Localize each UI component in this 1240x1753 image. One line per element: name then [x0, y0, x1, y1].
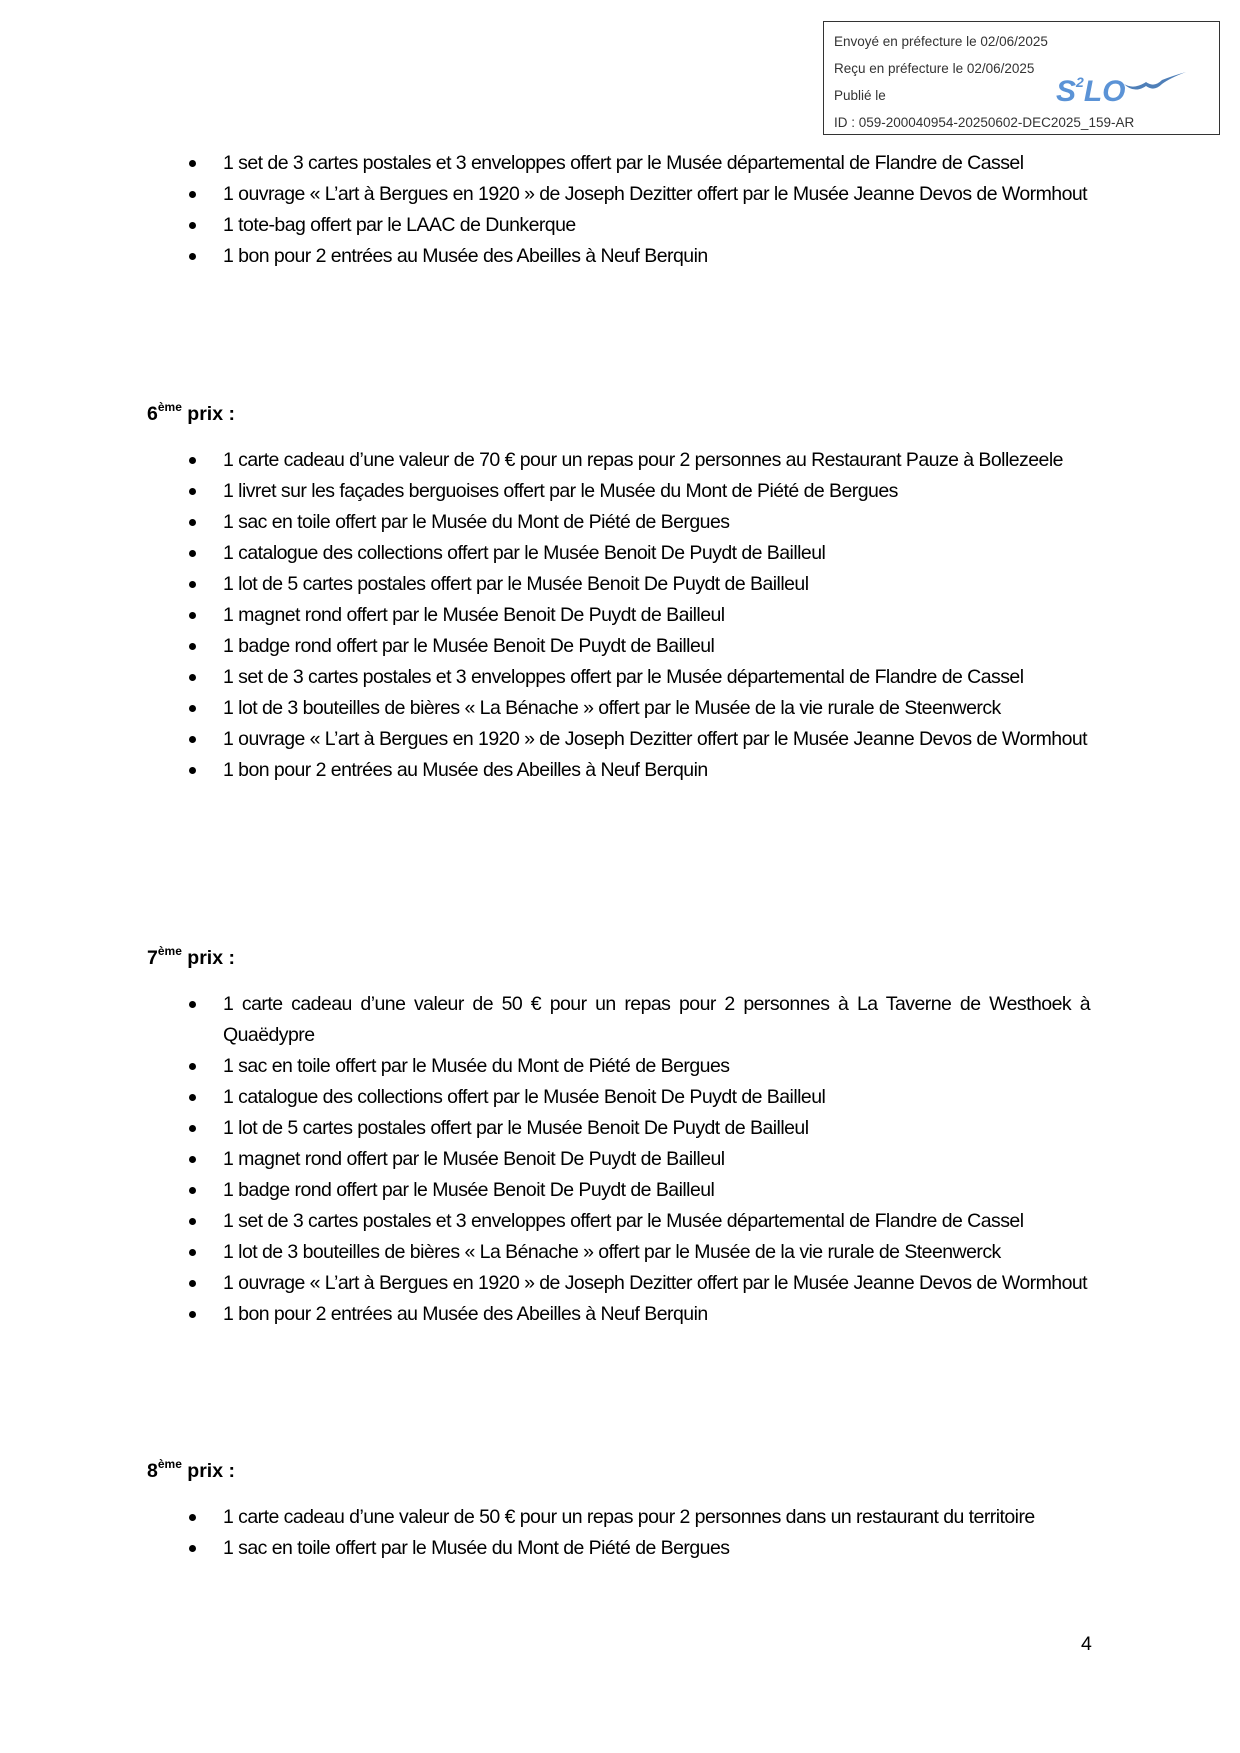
- list-item: 1 ouvrage « L’art à Bergues en 1920 » de Joseph Dezitter offert par le Musée Jeanne Devos de Wormhout: [0, 1268, 1090, 1299]
- page-number: 4: [1081, 1633, 1092, 1655]
- list-item: 1 sac en toile offert par le Musée du Mont de Piété de Bergues: [0, 507, 1090, 538]
- prize-number: 6: [147, 403, 158, 425]
- stamp-received-date: Reçu en préfecture le 02/06/2025: [834, 61, 1035, 76]
- list-item: 1 lot de 3 bouteilles de bières « La Bénache » offert par le Musée de la vie rurale de Steenwerck: [0, 693, 1090, 724]
- prize-number: 7: [147, 947, 158, 969]
- list-item: 1 badge rond offert par le Musée Benoit De Puydt de Bailleul: [0, 1175, 1090, 1206]
- prize-7-list: [0, 989, 1240, 1330]
- list-item: 1 set de 3 cartes postales et 3 enveloppes offert par le Musée départemental de Flandre de Cassel: [0, 148, 1090, 179]
- swoosh-icon: [1124, 70, 1186, 92]
- list-item: 1 set de 3 cartes postales et 3 enveloppes offert par le Musée départemental de Flandre de Cassel: [0, 662, 1090, 693]
- stamp-id: ID : 059-200040954-20250602-DEC2025_159-AR: [834, 115, 1135, 130]
- prize-6-heading: [147, 400, 235, 426]
- list-item: 1 tote-bag offert par le LAAC de Dunkerque: [0, 210, 1090, 241]
- prize-8-list: [0, 1502, 1240, 1564]
- list-item: 1 sac en toile offert par le Musée du Mont de Piété de Bergues: [0, 1533, 1090, 1564]
- list-item: 1 catalogue des collections offert par le Musée Benoit De Puydt de Bailleul: [0, 538, 1090, 569]
- ordinal-suffix: ème: [157, 400, 182, 414]
- prize-number: 8: [147, 1460, 158, 1482]
- list-item: 1 sac en toile offert par le Musée du Mont de Piété de Bergues: [0, 1051, 1090, 1082]
- prize-8-heading: [147, 1457, 235, 1483]
- list-item: 1 set de 3 cartes postales et 3 enveloppes offert par le Musée départemental de Flandre de Cassel: [0, 1206, 1090, 1237]
- prize-6-list: [0, 445, 1240, 786]
- ordinal-suffix: ème: [157, 944, 182, 958]
- list-item: 1 lot de 3 bouteilles de bières « La Bénache » offert par le Musée de la vie rurale de Steenwerck: [0, 1237, 1090, 1268]
- list-item: 1 ouvrage « L’art à Bergues en 1920 » de Joseph Dezitter offert par le Musée Jeanne Devos de Wormhout: [0, 179, 1090, 210]
- list-item: 1 magnet rond offert par le Musée Benoit De Puydt de Bailleul: [0, 600, 1090, 631]
- s2lo-logo-icon: [1056, 62, 1186, 108]
- prize-label: prix :: [181, 403, 235, 425]
- logo-sup: 2: [1076, 74, 1084, 90]
- list-item: 1 lot de 5 cartes postales offert par le Musée Benoit De Puydt de Bailleul: [0, 1113, 1090, 1144]
- logo-lo: LO: [1083, 75, 1126, 108]
- list-item: 1 bon pour 2 entrées au Musée des Abeilles à Neuf Berquin: [0, 755, 1090, 786]
- prize-label: prix :: [181, 1460, 235, 1482]
- stamp-published: Publié le: [834, 88, 886, 103]
- list-item: 1 magnet rond offert par le Musée Benoit De Puydt de Bailleul: [0, 1144, 1090, 1175]
- prize-label: prix :: [181, 947, 235, 969]
- list-item: 1 lot de 5 cartes postales offert par le Musée Benoit De Puydt de Bailleul: [0, 569, 1090, 600]
- list-item: 1 carte cadeau d’une valeur de 50 € pour un repas pour 2 personnes dans un restaurant du territoire: [0, 1502, 1090, 1533]
- prefecture-stamp: [823, 21, 1220, 135]
- ordinal-suffix: ème: [157, 1457, 182, 1471]
- list-item: 1 bon pour 2 entrées au Musée des Abeilles à Neuf Berquin: [0, 241, 1090, 272]
- list-item: 1 badge rond offert par le Musée Benoit De Puydt de Bailleul: [0, 631, 1090, 662]
- list-item: 1 catalogue des collections offert par le Musée Benoit De Puydt de Bailleul: [0, 1082, 1090, 1113]
- list-item: 1 carte cadeau d’une valeur de 50 € pour un repas pour 2 personnes à La Taverne de Westhoek à Quaëdypre: [0, 989, 1090, 1051]
- stamp-sent-date: Envoyé en préfecture le 02/06/2025: [834, 34, 1048, 49]
- prize-7-heading: [147, 944, 235, 970]
- continued-prize-list: [0, 148, 1240, 272]
- list-item: 1 ouvrage « L’art à Bergues en 1920 » de Joseph Dezitter offert par le Musée Jeanne Devos de Wormhout: [0, 724, 1090, 755]
- list-item: 1 carte cadeau d’une valeur de 70 € pour un repas pour 2 personnes au Restaurant Pauze à Bollezeele: [0, 445, 1090, 476]
- list-item: 1 bon pour 2 entrées au Musée des Abeilles à Neuf Berquin: [0, 1299, 1090, 1330]
- logo-s: S: [1056, 75, 1077, 108]
- list-item: 1 livret sur les façades berguoises offert par le Musée du Mont de Piété de Bergues: [0, 476, 1090, 507]
